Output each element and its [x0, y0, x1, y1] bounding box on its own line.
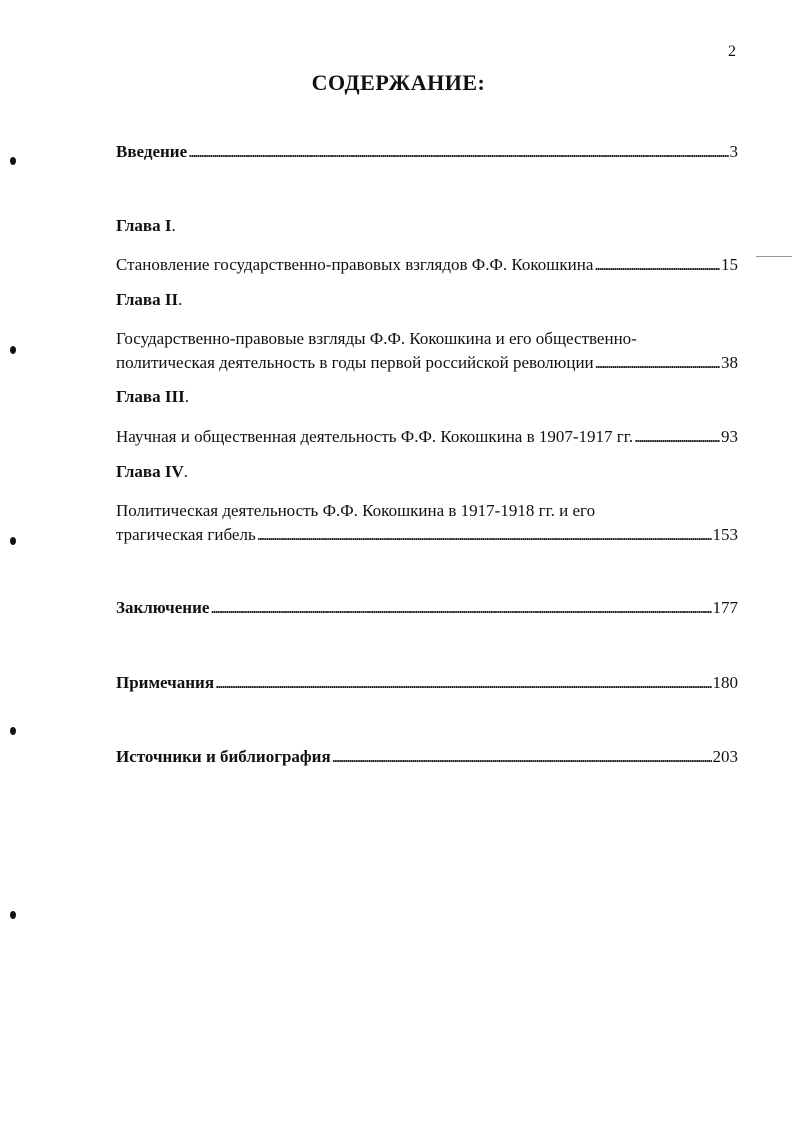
dot-leader	[594, 253, 720, 277]
toc-page-number: 38	[721, 353, 738, 372]
dot-leader	[595, 351, 720, 375]
toc-entry-title-line: политическая деятельность в годы первой российской революции	[116, 353, 594, 372]
toc-entry-title: Источники и библиография	[116, 747, 331, 766]
chapter-heading-2: Глава II.	[116, 290, 183, 309]
toc-entry-notes[interactable]	[116, 671, 738, 695]
punch-hole-mark	[10, 727, 16, 735]
toc-entry-sources[interactable]	[116, 745, 738, 769]
punch-hole-mark	[10, 157, 16, 165]
toc-entry-title: Научная и общественная деятельность Ф.Ф. Кокошкина в 1907-1917 гг.	[116, 427, 634, 446]
punch-hole-mark	[10, 346, 16, 354]
dot-leader	[257, 523, 712, 547]
toc-page-number: 153	[712, 525, 738, 544]
toc-entry-title: Примечания	[116, 673, 215, 692]
punch-hole-mark	[10, 911, 16, 919]
toc-entry-intro[interactable]	[116, 140, 738, 164]
toc-page-number: 203	[712, 747, 738, 766]
chapter-heading-3: Глава III.	[116, 387, 189, 406]
toc-entry-chapter-4[interactable]	[116, 499, 738, 547]
toc-entry-chapter-2[interactable]	[116, 327, 738, 375]
toc-page-number: 15	[721, 255, 738, 274]
scan-artifact-line	[756, 256, 792, 257]
dot-leader	[634, 425, 720, 449]
toc-page-number: 180	[712, 673, 738, 692]
dot-leader	[210, 596, 711, 620]
toc-entry-title-line: Политическая деятельность Ф.Ф. Кокошкина в 1917-1918 гг. и его	[116, 501, 596, 520]
page-title: СОДЕРЖАНИЕ:	[311, 70, 486, 95]
dot-leader	[188, 140, 728, 164]
punch-hole-mark	[10, 537, 16, 545]
toc-entry-title: Введение	[116, 142, 188, 161]
chapter-heading-4: Глава IV.	[116, 462, 189, 481]
toc-page-number: 177	[712, 598, 738, 617]
page-number: 2	[728, 43, 736, 60]
toc-entry-conclusion[interactable]	[116, 596, 738, 620]
toc-entry-title: Становление государственно-правовых взглядов Ф.Ф. Кокошкина	[116, 255, 594, 274]
toc-entry-chapter-1[interactable]	[116, 253, 738, 277]
toc-page-number: 3	[729, 142, 738, 161]
toc-entry-chapter-3[interactable]	[116, 425, 738, 449]
toc-page-number: 93	[721, 427, 738, 446]
toc-entry-title-line: трагическая гибель	[116, 525, 256, 544]
chapter-heading-1: Глава I.	[116, 216, 176, 235]
toc-entry-title-line: Государственно-правовые взгляды Ф.Ф. Кокошкина и его общественно-	[116, 329, 637, 348]
dot-leader	[332, 745, 712, 769]
toc-entry-title: Заключение	[116, 598, 210, 617]
dot-leader	[215, 671, 711, 695]
